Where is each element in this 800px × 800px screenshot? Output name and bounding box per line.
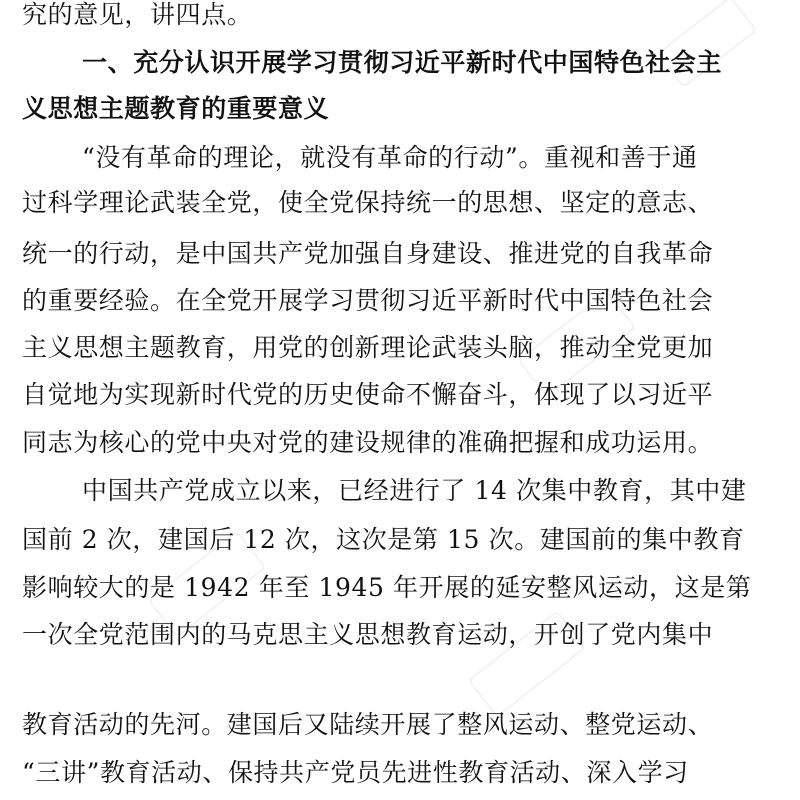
text-line: 的重要经验。在全党开展学习贯彻习近平新时代中国特色社会 — [22, 286, 714, 315]
section-heading-line: 义思想主题教育的重要意义 — [22, 94, 330, 123]
text-line: 影响较大的是 1942 年至 1945 年开展的延安整风运动，这是第 — [22, 573, 752, 602]
text-line: 一次全党范围内的马克思主义思想教育运动，开创了党内集中 — [22, 620, 714, 649]
text-line: 自觉地为实现新时代党的历史使命不懈奋斗，体现了以习近平 — [22, 380, 714, 409]
text-line: 国前 2 次，建国后 12 次，这次是第 15 次。建国前的集中教育 — [22, 525, 745, 554]
text-line: 统一的行动，是中国共产党加强自身建设、推进党的自我革命 — [22, 239, 714, 268]
text-line: 主义思想主题教育，用党的创新理论武装头脑，推动全党更加 — [22, 333, 714, 362]
text-line: 究的意见，讲四点。 — [22, 0, 253, 29]
section-heading-line: 一、充分认识开展学习贯彻习近平新时代中国特色社会主 — [82, 48, 723, 77]
text-line: 同志为核心的党中央对党的建设规律的准确把握和成功运用。 — [22, 428, 714, 457]
text-line: 过科学理论武装全党，使全党保持统一的思想、坚定的意志、 — [22, 188, 714, 217]
text-line: 教育活动的先河。建国后又陆续开展了整风运动、整党运动、 — [22, 710, 714, 739]
paragraph-first-line: “没有革命的理论，就没有革命的行动”。重视和善于通 — [82, 143, 698, 172]
paragraph-first-line: 中国共产党成立以来，已经进行了 14 次集中教育，其中建 — [82, 476, 747, 505]
text-line: “三讲”教育活动、保持共产党员先进性教育活动、深入学习 — [22, 758, 689, 787]
